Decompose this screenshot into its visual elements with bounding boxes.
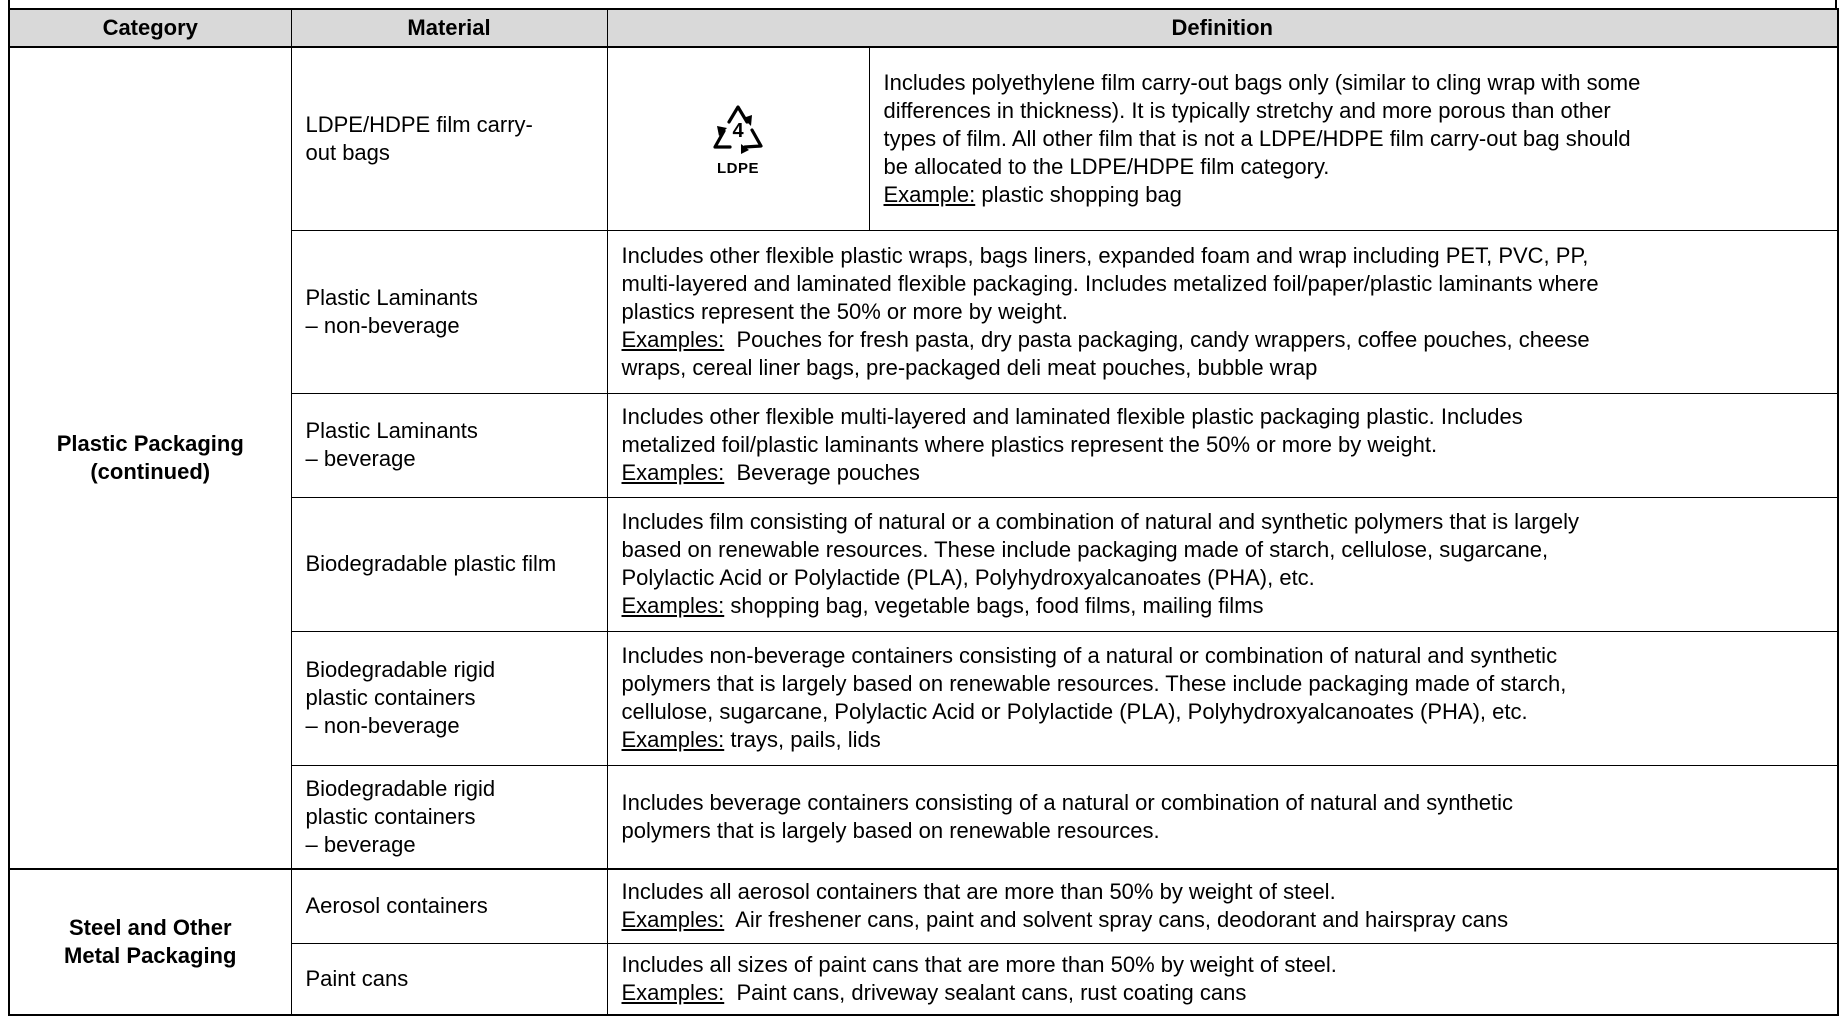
category-line: (continued) — [90, 459, 211, 484]
definition-line: metalized foil/plastic laminants where plastics represent the 50% or more by weight. — [621, 432, 1438, 457]
category-cell — [9, 869, 291, 1015]
example-line — [622, 906, 1828, 934]
material-line: out bags — [305, 139, 390, 165]
example-label: Examples: — [621, 727, 725, 752]
definition-line: Includes other flexible multi-layered and laminated flexible plastic packaging plastic. Includes — [621, 404, 1523, 429]
material-line: – beverage — [305, 446, 416, 471]
table-row — [9, 869, 1838, 943]
recycling-number: 4 — [732, 120, 744, 143]
definition-line: plastics represent the 50% or more by weight. — [621, 298, 1068, 324]
example-line — [622, 592, 1828, 620]
definition-line: Includes polyethylene film carry-out bags only (similar to cling wrap with some — [883, 69, 1641, 95]
header-category: Category — [9, 9, 291, 47]
table-top-rule — [8, 0, 1837, 8]
example-label: Examples: — [621, 907, 725, 933]
material-line: – beverage — [305, 831, 416, 857]
definition-cell — [607, 230, 1838, 393]
definition-cell — [607, 393, 1838, 497]
material-cell — [291, 869, 607, 943]
category-line: Metal Packaging — [64, 943, 237, 968]
material-line: Biodegradable plastic film — [305, 551, 557, 576]
material-line: Plastic Laminants — [305, 284, 478, 310]
definition-cell — [607, 869, 1838, 943]
example-line — [622, 326, 1828, 354]
definition-cell — [607, 497, 1838, 631]
material-cell — [291, 943, 607, 1015]
material-line: Plastic Laminants — [305, 418, 478, 443]
material-cell — [291, 631, 607, 765]
definition-cell — [607, 631, 1838, 765]
example-line — [622, 979, 1828, 1007]
definition-cell — [607, 765, 1838, 869]
recycling-4-ldpe-icon — [705, 100, 771, 177]
definitions-table — [8, 8, 1839, 1016]
material-line: Paint cans — [305, 965, 409, 991]
definition-cell — [869, 47, 1838, 230]
material-line: plastic containers — [305, 685, 476, 710]
definition-line: be allocated to the LDPE/HDPE film category. — [883, 153, 1330, 179]
category-cell — [9, 47, 291, 869]
material-line: Biodegradable rigid — [305, 657, 496, 682]
definition-line: Includes beverage containers consisting of a natural or combination of natural and synthetic — [621, 789, 1514, 815]
header-definition: Definition — [607, 9, 1838, 47]
definition-line: Includes other flexible plastic wraps, bags liners, expanded foam and wrap including PET, PVC, PP, — [621, 242, 1589, 268]
material-line: LDPE/HDPE film carry- — [305, 111, 533, 137]
table-row — [9, 47, 1838, 230]
material-line: plastic containers — [305, 803, 476, 829]
example-text: Paint cans, driveway sealant cans, rust coating cans — [724, 979, 1247, 1005]
material-cell — [291, 393, 607, 497]
material-line: Aerosol containers — [305, 893, 488, 919]
example-line — [622, 459, 1828, 487]
definition-line: cellulose, sugarcane, Polylactic Acid or Polylactide (PLA), Polyhydroxyalcanoates (PHA), etc. — [621, 699, 1528, 724]
example-text: shopping bag, vegetable bags, food films, mailing films — [724, 593, 1264, 618]
material-line: – non-beverage — [305, 312, 460, 338]
material-cell — [291, 230, 607, 393]
example-label: Example: — [883, 181, 976, 207]
example-label: Examples: — [621, 979, 725, 1005]
definition-line: multi-layered and laminated flexible packaging. Includes metalized foil/paper/plastic laminants where — [621, 270, 1599, 296]
category-line: Plastic Packaging — [56, 431, 244, 456]
example-label: Examples: — [621, 593, 725, 618]
definition-line: types of film. All other film that is not a LDPE/HDPE film carry-out bag should — [883, 125, 1631, 151]
definition-line: Polylactic Acid or Polylactide (PLA), Polyhydroxyalcanoates (PHA), etc. — [621, 565, 1315, 590]
material-cell — [291, 497, 607, 631]
example-line: wraps, cereal liner bags, pre-packaged deli meat pouches, bubble wrap — [621, 354, 1318, 380]
header-material: Material — [291, 9, 607, 47]
example-line — [622, 726, 1828, 754]
example-line — [884, 181, 1828, 209]
material-cell — [291, 47, 607, 230]
example-text: Air freshener cans, paint and solvent spray cans, deodorant and hairspray cans — [724, 907, 1509, 933]
example-text: Pouches for fresh pasta, dry pasta packaging, candy wrappers, coffee pouches, cheese — [724, 326, 1590, 352]
definition-line: Includes all aerosol containers that are more than 50% by weight of steel. — [621, 879, 1336, 905]
example-label: Examples: — [621, 460, 725, 485]
logo-cell — [607, 47, 869, 230]
definition-line: Includes film consisting of natural or a combination of natural and synthetic polymers that is largely — [621, 509, 1579, 534]
category-line: Steel and Other — [68, 915, 232, 940]
material-line: Biodegradable rigid — [305, 775, 496, 801]
header-row — [9, 9, 1838, 47]
recycling-label: LDPE — [716, 160, 759, 178]
recycling-arrows-icon — [705, 100, 771, 162]
definition-cell — [607, 943, 1838, 1015]
definition-line: differences in thickness). It is typically stretchy and more porous than other — [883, 97, 1611, 123]
material-cell — [291, 765, 607, 869]
example-text: trays, pails, lids — [724, 727, 881, 752]
example-text: plastic shopping bag — [975, 181, 1182, 207]
example-label: Examples: — [621, 326, 725, 352]
material-line: – non-beverage — [305, 713, 460, 738]
definition-line: polymers that is largely based on renewable resources. — [621, 817, 1160, 843]
example-text: Beverage pouches — [724, 460, 920, 485]
definition-line: Includes all sizes of paint cans that are more than 50% by weight of steel. — [621, 951, 1337, 977]
definition-line: polymers that is largely based on renewable resources. These include packaging made of starch, — [621, 671, 1567, 696]
definition-line: Includes non-beverage containers consisting of a natural or combination of natural and synthetic — [621, 643, 1558, 668]
definition-line: based on renewable resources. These include packaging made of starch, cellulose, sugarcane, — [621, 537, 1549, 562]
